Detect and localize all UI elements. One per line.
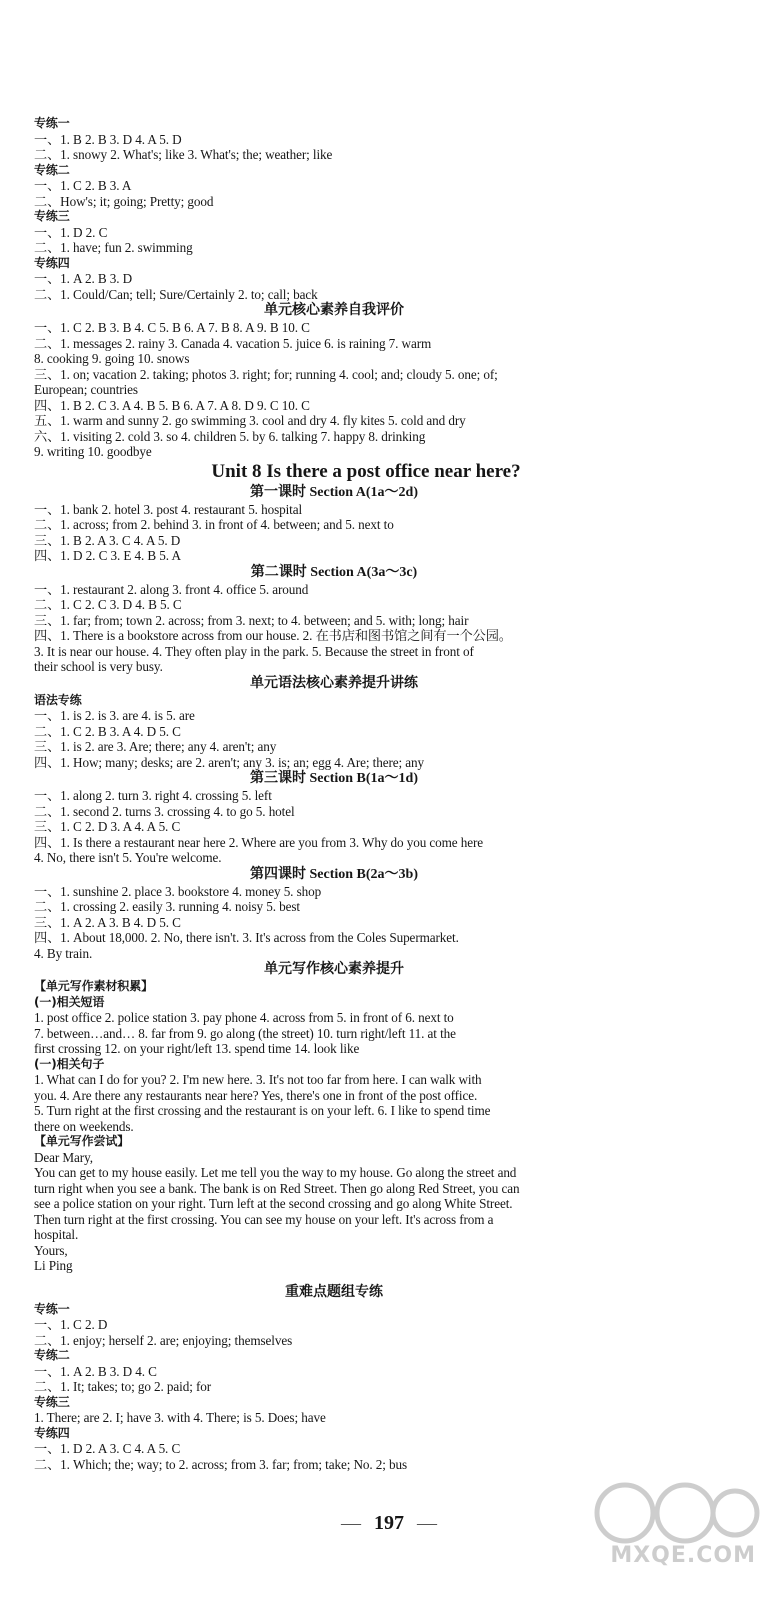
answer-line: 一、1. C 2. B 3. B 4. C 5. B 6. A 7. B 8. A 9. B 10. C [34, 320, 310, 335]
section-heading: 【单元写作尝试】 [34, 1134, 130, 1148]
answer-line: You can get to my house easily. Let me tell you the way to my house. Go along the street and [34, 1165, 517, 1180]
section-heading: 语法专练 [34, 692, 82, 707]
subsection-title: 单元核心素养自我评价 [264, 303, 404, 318]
answer-line: 1. post office 2. police station 3. pay phone 4. across from 5. in front of 6. next to [34, 1010, 454, 1025]
answer-line: 二、1. It; takes; to; go 2. paid; for [34, 1379, 212, 1394]
subsection-title: 第二课时 Section A(3a～3c) [250, 564, 418, 580]
answer-line: 二、1. crossing 2. easily 3. running 4. noisy 5. best [34, 899, 300, 914]
answer-line: see a police station on your right. Turn left at the second crossing and go along White Street. [34, 1196, 513, 1211]
answer-line: European; countries [34, 382, 138, 397]
answer-line: 二、1. across; from 2. behind 3. in front of 4. between; and 5. next to [34, 517, 394, 532]
answer-line: 四、1. About 18,000. 2. No, there isn't. 3. It's across from the Coles Supermarket. [34, 930, 459, 945]
answer-line: turn right when you see a bank. The bank is on Red Street. Then go along Red Street, you can [34, 1180, 520, 1196]
answer-line: 二、1. second 2. turns 3. crossing 4. to go 5. hotel [34, 803, 295, 819]
answer-line: 3. It is near our house. 4. They often play in the park. 5. Because the street in front of [34, 643, 474, 659]
section-heading: 专练二 [34, 162, 70, 177]
answer-line: 二、1. messages 2. rainy 3. Canada 4. vacation 5. juice 6. is raining 7. warm [34, 335, 432, 351]
section-heading: 专练一 [34, 1301, 70, 1316]
page-number-dash-left: — [341, 1512, 361, 1534]
answer-line: 一、1. B 2. B 3. D 4. A 5. D [34, 131, 182, 147]
answer-line: 四、1. B 2. C 3. A 4. B 5. B 6. A 7. A 8. D 9. C 10. C [34, 397, 310, 413]
answer-line: 一、1. along 2. turn 3. right 4. crossing 5. left [34, 788, 272, 803]
answer-line: hospital. [34, 1227, 79, 1242]
answer-line: 一、1. A 2. B 3. D [34, 271, 133, 286]
answer-line: Li Ping [34, 1258, 73, 1273]
watermark-logo [590, 1478, 760, 1570]
answer-line: 二、1. have; fun 2. swimming [34, 240, 193, 255]
answer-line: 9. writing 10. goodbye [34, 444, 152, 459]
answer-line: their school is very busy. [34, 659, 163, 674]
answer-line: first crossing 12. on your right/left 13. spend time 14. look like [34, 1041, 360, 1056]
section-heading: 专练四 [34, 255, 70, 270]
answer-line: 一、1. C 2. D [34, 1317, 108, 1332]
answer-line: 三、1. far; from; town 2. across; from 3. next; to 4. between; and 5. with; long; hair [34, 612, 469, 628]
answer-line: 一、1. D 2. A 3. C 4. A 5. C [34, 1441, 181, 1456]
subsection-title: 重难点题组专练 [285, 1284, 383, 1300]
subsection-title: 单元写作核心素养提升 [264, 962, 404, 977]
watermark-stamp-icon [590, 1478, 760, 1548]
answer-line: 二、1. Could/Can; tell; Sure/Certainly 2. to; call; back [34, 286, 318, 302]
answer-line: 三、1. is 2. are 3. Are; there; any 4. aren't; any [34, 739, 277, 754]
answer-line: 一、1. restaurant 2. along 3. front 4. office 5. around [34, 581, 309, 597]
subsection-title: 第四课时 Section B(2a～3b) [250, 866, 418, 882]
answer-line: 四、1. How; many; desks; are 2. aren't; any 3. is; an; egg 4. Are; there; any [34, 754, 425, 770]
answer-line: 一、1. C 2. B 3. A [34, 178, 132, 193]
answer-line: 一、1. D 2. C [34, 224, 108, 240]
answer-line: Dear Mary, [34, 1149, 93, 1165]
answer-line: 二、1. snowy 2. What's; like 3. What's; the; weather; like [34, 147, 333, 162]
answer-line: you. 4. Are there any restaurants near here? Yes, there's one in front of the post office. [34, 1087, 478, 1103]
answer-line: there on weekends. [34, 1118, 134, 1134]
unit-title: Unit 8 Is there a post office near here? [211, 460, 521, 482]
section-heading: 专练三 [34, 209, 70, 223]
answer-line: 五、1. warm and sunny 2. go swimming 3. cool and dry 4. fly kites 5. cold and dry [34, 413, 466, 428]
answer-line: 六、1. visiting 2. cold 3. so 4. children 5. by 6. talking 7. happy 8. drinking [34, 428, 426, 444]
answer-line: 三、1. on; vacation 2. taking; photos 3. right; for; running 4. cool; and; cloudy 5. one; of; [34, 366, 498, 382]
answer-line: 7. between…and… 8. far from 9. go along (the street) 10. turn right/left 11. at the [34, 1025, 456, 1041]
subsection-title: 单元语法核心素养提升讲练 [250, 675, 418, 691]
answer-line: Then turn right at the first crossing. You can see my house on your left. It's across from a [34, 1211, 494, 1227]
page-number-dash-right: — [417, 1512, 437, 1534]
answer-line: 一、1. sunshine 2. place 3. bookstore 4. money 5. shop [34, 883, 322, 899]
page-number-value: 197 [374, 1512, 404, 1534]
answer-line: 四、1. D 2. C 3. E 4. B 5. A [34, 548, 181, 563]
section-heading: 专练二 [34, 1348, 70, 1362]
answer-key-page [34, 116, 664, 1472]
answer-line: 三、1. B 2. A 3. C 4. A 5. D [34, 532, 181, 548]
answer-line: 二、1. enjoy; herself 2. are; enjoying; themselves [34, 1332, 293, 1348]
section-heading: 专练三 [34, 1394, 70, 1409]
answer-line: 1. There; are 2. I; have 3. with 4. There; is 5. Does; have [34, 1410, 326, 1425]
answer-line: 5. Turn right at the first crossing and the restaurant is on your left. 6. I like to spend time [34, 1103, 491, 1118]
answer-line: 三、1. C 2. D 3. A 4. A 5. C [34, 819, 181, 834]
section-heading: 专练一 [34, 116, 70, 130]
answer-line: Yours, [34, 1242, 68, 1258]
answer-line: 4. By train. [34, 945, 93, 961]
answer-line: 二、1. Which; the; way; to 2. across; from 3. far; from; take; No. 2; bus [34, 1456, 408, 1472]
section-heading: 【单元写作素材积累】 [34, 979, 154, 993]
section-heading: (一)相关短语 [34, 994, 105, 1009]
section-heading: 专练四 [34, 1425, 70, 1440]
subsection-title: 第三课时 Section B(1a～1d) [250, 771, 418, 786]
section-heading: (一)相关句子 [34, 1056, 105, 1071]
answer-line: 二、How's; it; going; Pretty; good [34, 193, 214, 209]
answer-line: 一、1. A 2. B 3. D 4. C [34, 1363, 157, 1379]
answer-line: 8. cooking 9. going 10. snows [34, 351, 190, 366]
answer-line: 4. No, there isn't 5. You're welcome. [34, 850, 222, 865]
answer-line: 二、1. C 2. B 3. A 4. D 5. C [34, 723, 181, 739]
answer-line: 三、1. A 2. A 3. B 4. D 5. C [34, 914, 181, 930]
answer-line: 四、1. There is a bookstore across from our house. 2. 在书店和图书馆之间有一个公园。 [34, 628, 512, 643]
subsection-title: 第一课时 Section A(1a～2d) [250, 484, 418, 500]
answer-line: 一、1. bank 2. hotel 3. post 4. restaurant 5. hospital [34, 501, 303, 517]
answer-line [34, 1274, 664, 1284]
answer-line: 一、1. is 2. is 3. are 4. is 5. are [34, 708, 195, 723]
answer-line: 四、1. Is there a restaurant near here 2. Where are you from 3. Why do you come here [34, 834, 484, 850]
watermark-site-text: MXQE.COM [610, 1543, 756, 1568]
answer-line: 二、1. C 2. C 3. D 4. B 5. C [34, 597, 182, 612]
answer-line: 1. What can I do for you? 2. I'm new here. 3. It's not too far from here. I can walk with [34, 1072, 482, 1087]
